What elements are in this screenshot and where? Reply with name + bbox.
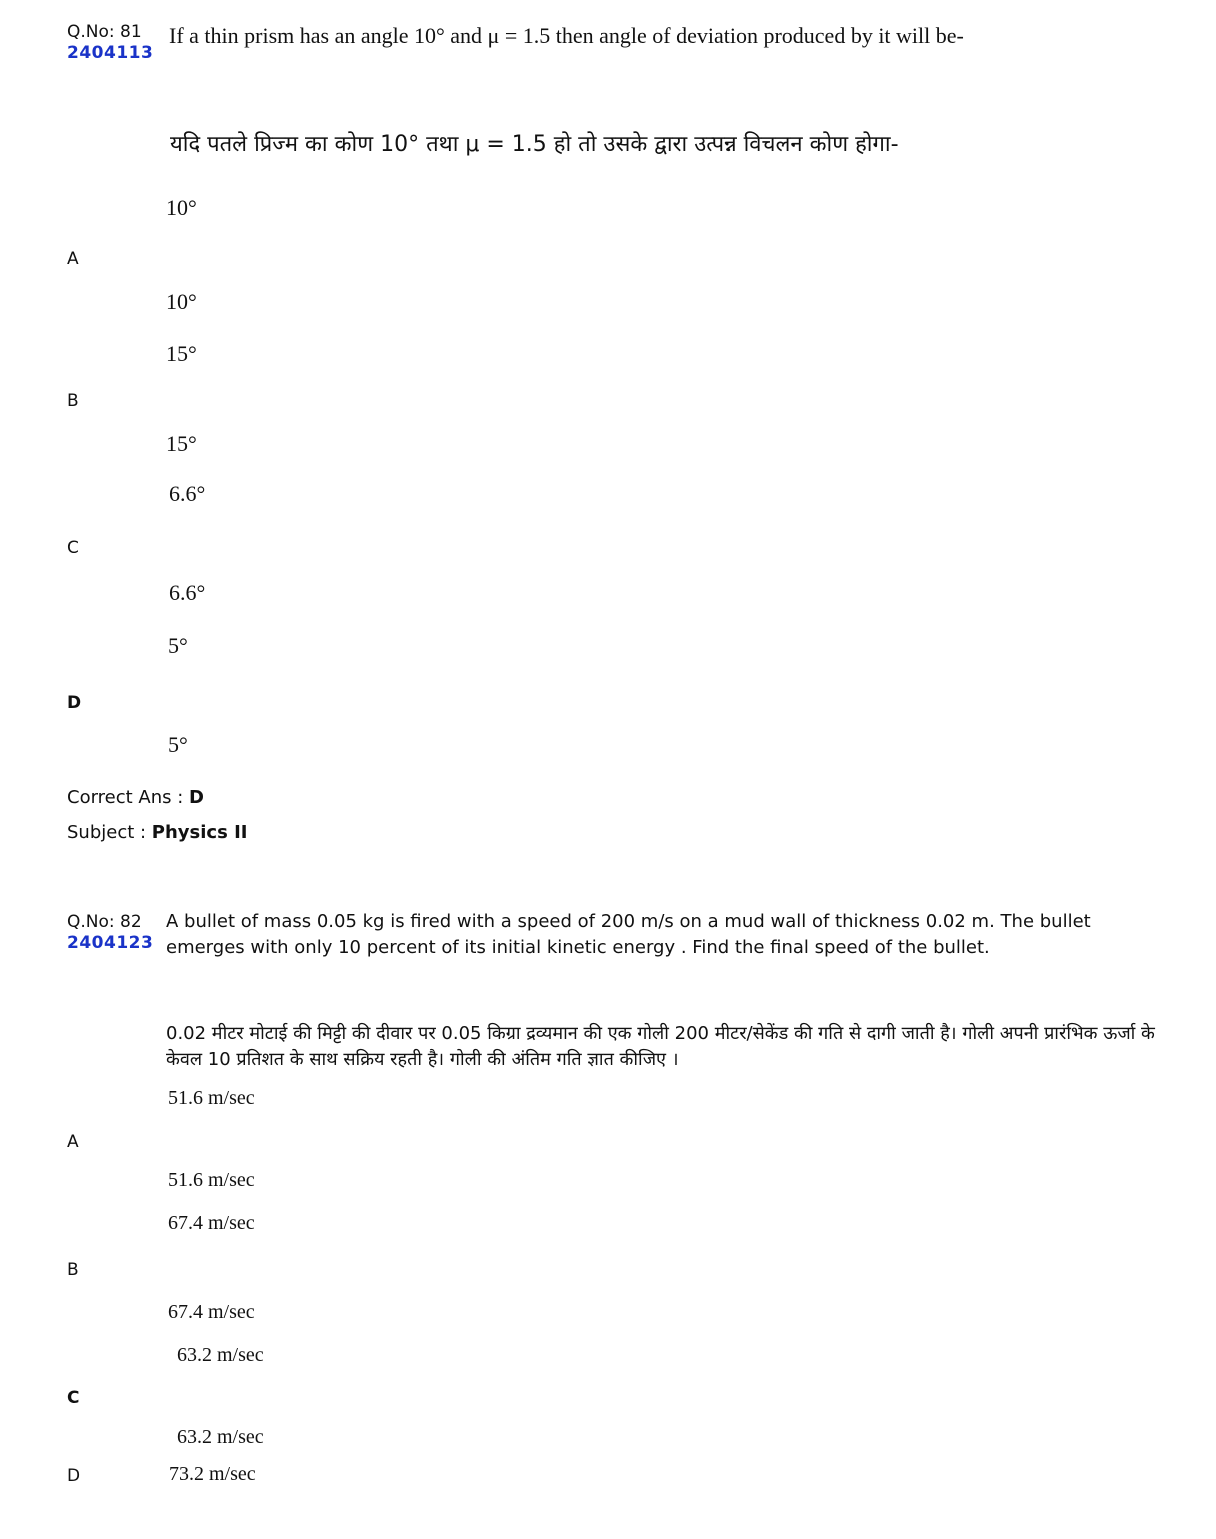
option-letter: A bbox=[67, 1132, 79, 1152]
option-text: 67.4 m/sec bbox=[168, 1212, 255, 1234]
option-letter: C bbox=[67, 538, 79, 558]
option-text: 63.2 m/sec bbox=[177, 1344, 264, 1366]
option-letter: A bbox=[67, 249, 79, 269]
question-text-en: If a thin prism has an angle 10° and μ = 1.5 then angle of deviation produced by it will be- bbox=[169, 23, 964, 48]
option-text: 73.2 m/sec bbox=[169, 1463, 256, 1485]
question-text-hi: यदि पतले प्रिज्म का कोण 10° तथा μ = 1.5 हो तो उसके द्वारा उत्पन्न विचलन कोण होगा- bbox=[170, 132, 899, 157]
option-letter: B bbox=[67, 391, 79, 411]
option-answer-text: 15° bbox=[166, 431, 197, 456]
question-id: 2404113 bbox=[67, 43, 154, 63]
option-letter-correct: C bbox=[67, 1388, 80, 1408]
correct-answer-value: D bbox=[189, 787, 204, 808]
correct-answer-line bbox=[67, 787, 204, 808]
option-text: 15° bbox=[166, 341, 197, 366]
subject-value: Physics II bbox=[151, 822, 248, 843]
option-letter: D bbox=[67, 1466, 81, 1486]
option-text: 5° bbox=[168, 633, 188, 658]
question-text-en: A bullet of mass 0.05 kg is fired with a speed of 200 m/s on a mud wall of thickness 0.02 m. The bullet emerges with only 10 percent of its initial kinetic energy . Find the final speed of the bullet. bbox=[166, 911, 1091, 958]
question-number: Q.No: 82 bbox=[67, 912, 142, 932]
question-id: 2404123 bbox=[67, 933, 154, 953]
question-text-hi: 0.02 मीटर मोटाई की मिट्टी की दीवार पर 0.05 किग्रा द्रव्यमान की एक गोली 200 मीटर/सेकेंड की गति से दागी जाती है। गोली अपनी प्रारंभिक ऊर्जा के केवल 10 प्रतिशत के साथ सक्रिय रहती है। गोली की अंतिम गति ज्ञात कीजिए । bbox=[166, 1023, 1155, 1070]
option-answer-text: 67.4 m/sec bbox=[168, 1301, 255, 1323]
option-letter-correct: D bbox=[67, 693, 82, 713]
subject-label: Subject : bbox=[67, 822, 152, 843]
option-answer-text: 63.2 m/sec bbox=[177, 1426, 264, 1448]
option-text: 51.6 m/sec bbox=[168, 1087, 255, 1109]
correct-answer-label: Correct Ans : bbox=[67, 787, 190, 808]
option-text: 10° bbox=[166, 195, 197, 220]
subject-line bbox=[67, 822, 247, 843]
option-text: 6.6° bbox=[169, 481, 206, 506]
question-number: Q.No: 81 bbox=[67, 22, 142, 42]
option-answer-text: 10° bbox=[166, 289, 197, 314]
option-letter: B bbox=[67, 1260, 79, 1280]
option-answer-text: 5° bbox=[168, 732, 188, 757]
option-answer-text: 6.6° bbox=[169, 580, 206, 605]
option-answer-text: 51.6 m/sec bbox=[168, 1169, 255, 1191]
